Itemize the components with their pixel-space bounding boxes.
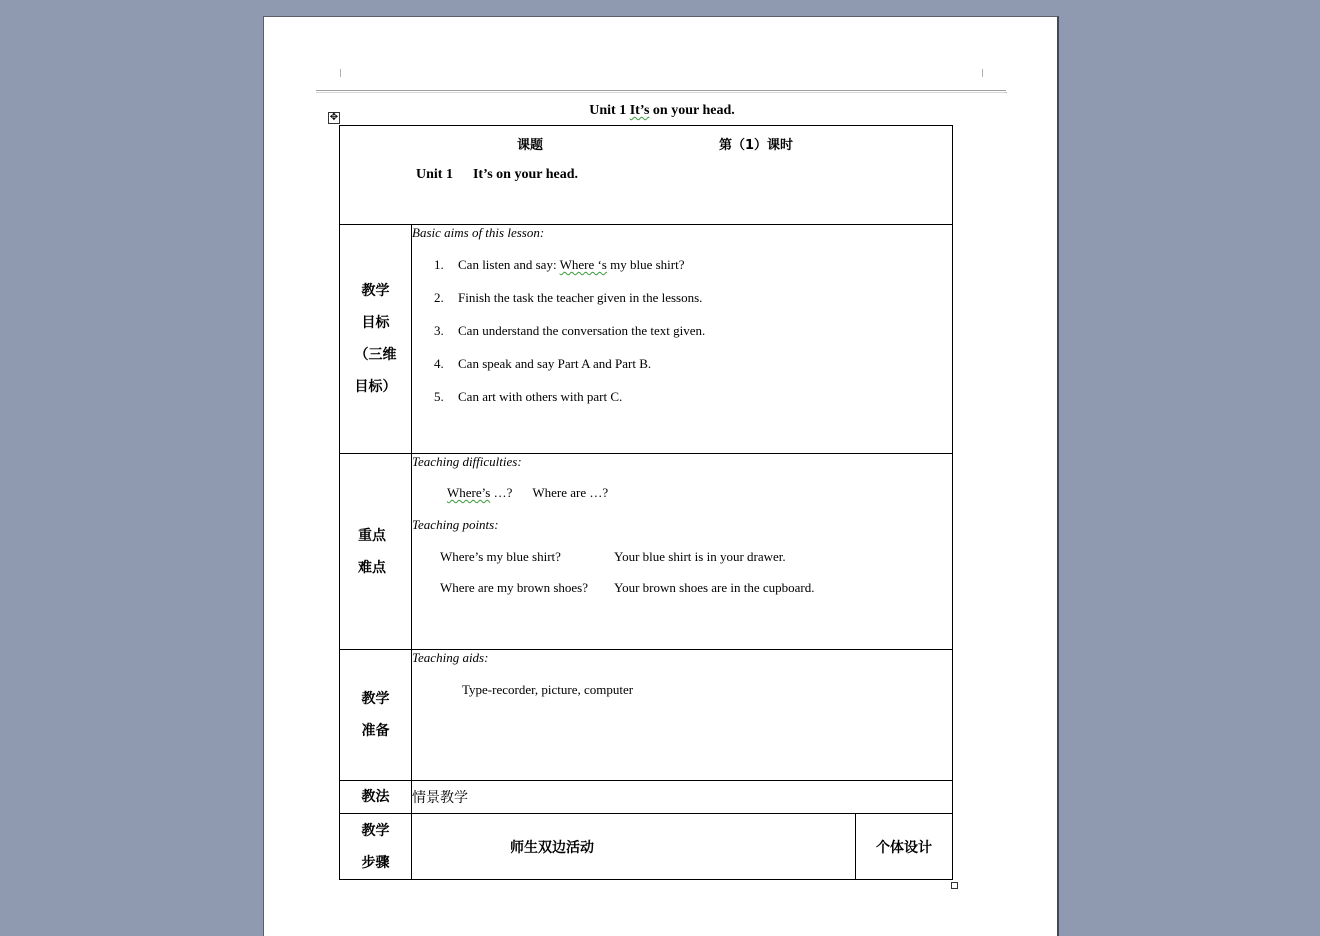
header-rule [316,90,1006,91]
personal-design-cell[interactable]: 个体设计 [856,814,953,880]
method-label: 教法 [340,781,412,814]
spell-check-mark: Where’s [447,485,491,500]
spell-check-mark: Where ‘s [559,257,607,272]
key-points-row [340,454,953,650]
activities-cell[interactable]: 师生双边活动 [412,814,856,880]
list-item: 2. Finish the task the teacher given in the lessons. [434,290,703,305]
crop-mark [982,69,983,77]
steps-row [340,814,953,880]
topic-label: 课题 [517,138,544,153]
table-resize-handle[interactable] [951,882,958,889]
document-page [263,16,1059,936]
aids-text: Type-recorder, picture, computer [462,682,634,697]
aids-label: 教学 准备 [340,650,412,781]
unit-number: Unit 1 [416,167,453,182]
difficulty-line: Where’s …? Where are …? [447,485,609,500]
crop-mark [340,69,341,77]
key-points-label: 重点 难点 [340,454,412,650]
aids-heading: Teaching aids: [412,650,489,665]
point-line: Where’s my blue shirt? Your blue shirt is in your drawer. [440,549,786,564]
header-cell[interactable] [340,126,953,225]
aids-cell[interactable] [412,650,953,781]
lesson-plan-table [339,125,953,880]
list-item: 4. Can speak and say Part A and Part B. [434,356,652,371]
table-move-handle[interactable]: ✥ [329,112,339,123]
unit-title: It’s on your head. [472,167,578,182]
header-row [340,126,953,225]
points-heading: Teaching points: [412,517,499,532]
key-points-cell[interactable] [412,454,953,650]
objectives-cell[interactable] [412,225,953,454]
difficulties-heading: Teaching difficulties: [412,454,522,469]
method-cell[interactable]: 情景教学 [412,781,953,814]
list-item: 5. Can art with others with part C. [434,389,623,404]
aids-row [340,650,953,781]
steps-label: 教学 步骤 [340,814,412,880]
document-title: Unit 1 It’s on your head. [589,103,735,118]
lesson-label: 第（1）课时 [719,138,794,153]
objectives-row [340,225,953,454]
header-rule [316,92,1006,93]
spell-check-mark: It’s [629,103,650,118]
point-line: Where are my brown shoes? Your brown shoes are in the cupboard. [440,580,815,595]
objectives-list [412,257,952,422]
objectives-heading: Basic aims of this lesson: [412,225,545,240]
list-item: 1. Can listen and say: Where ‘s my blue shirt? [434,257,685,272]
method-row [340,781,953,814]
list-item: 3. Can understand the conversation the text given. [434,323,706,338]
objectives-label: 教学 目标 （三维 目标） [340,225,412,454]
